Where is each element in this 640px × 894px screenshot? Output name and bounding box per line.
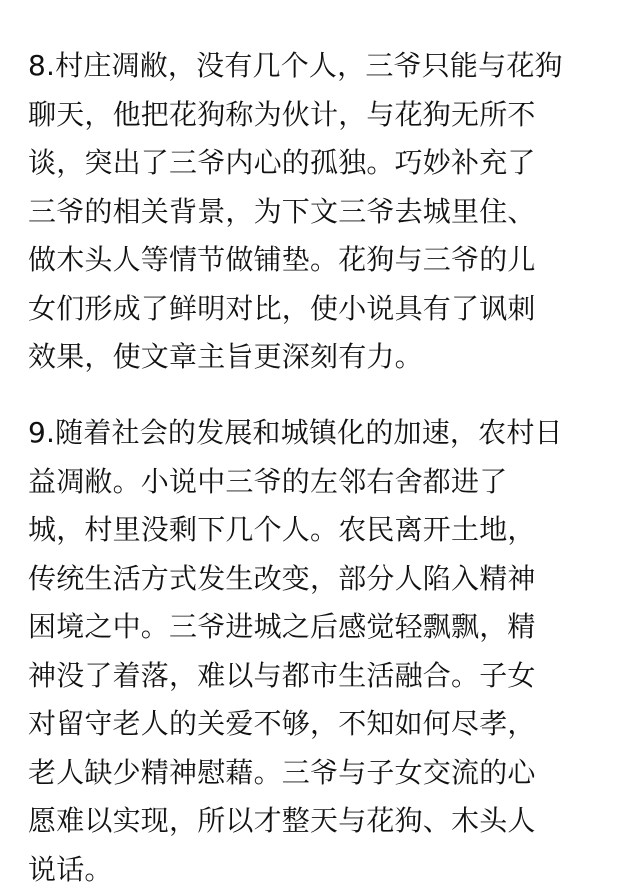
text-line: 愿难以实现，所以才整天与花狗、木头人 xyxy=(28,797,624,846)
text-line: 三爷的相关背景，为下文三爷去城里住、 xyxy=(28,188,624,237)
answer-paragraph-8 xyxy=(28,42,624,382)
text-line: 说话。 xyxy=(28,846,624,894)
text-line: 神没了着落，难以与都市生活融合。子女 xyxy=(28,652,624,701)
text-line: 女们形成了鲜明对比，使小说具有了讽刺 xyxy=(28,285,624,334)
text-line: 传统生活方式发生改变，部分人陷入精神 xyxy=(28,555,624,604)
text-line: 9.随着社会的发展和城镇化的加速，农村日 xyxy=(28,409,624,458)
text-line: 谈，突出了三爷内心的孤独。巧妙补充了 xyxy=(28,139,624,188)
text-line: 效果，使文章主旨更深刻有力。 xyxy=(28,333,624,382)
text-line: 对留守老人的关爱不够，不知如何尽孝， xyxy=(28,700,624,749)
text-line: 城，村里没剩下几个人。农民离开土地， xyxy=(28,506,624,555)
text-line: 老人缺少精神慰藉。三爷与子女交流的心 xyxy=(28,749,624,798)
answer-paragraph-9 xyxy=(28,409,624,894)
text-line: 做木头人等情节做铺垫。花狗与三爷的儿 xyxy=(28,236,624,285)
text-line: 困境之中。三爷进城之后感觉轻飘飘，精 xyxy=(28,603,624,652)
text-line: 8.村庄凋敝，没有几个人，三爷只能与花狗 xyxy=(28,42,624,91)
text-line: 益凋敝。小说中三爷的左邻右舍都进了 xyxy=(28,458,624,507)
text-line: 聊天，他把花狗称为伙计，与花狗无所不 xyxy=(28,91,624,140)
